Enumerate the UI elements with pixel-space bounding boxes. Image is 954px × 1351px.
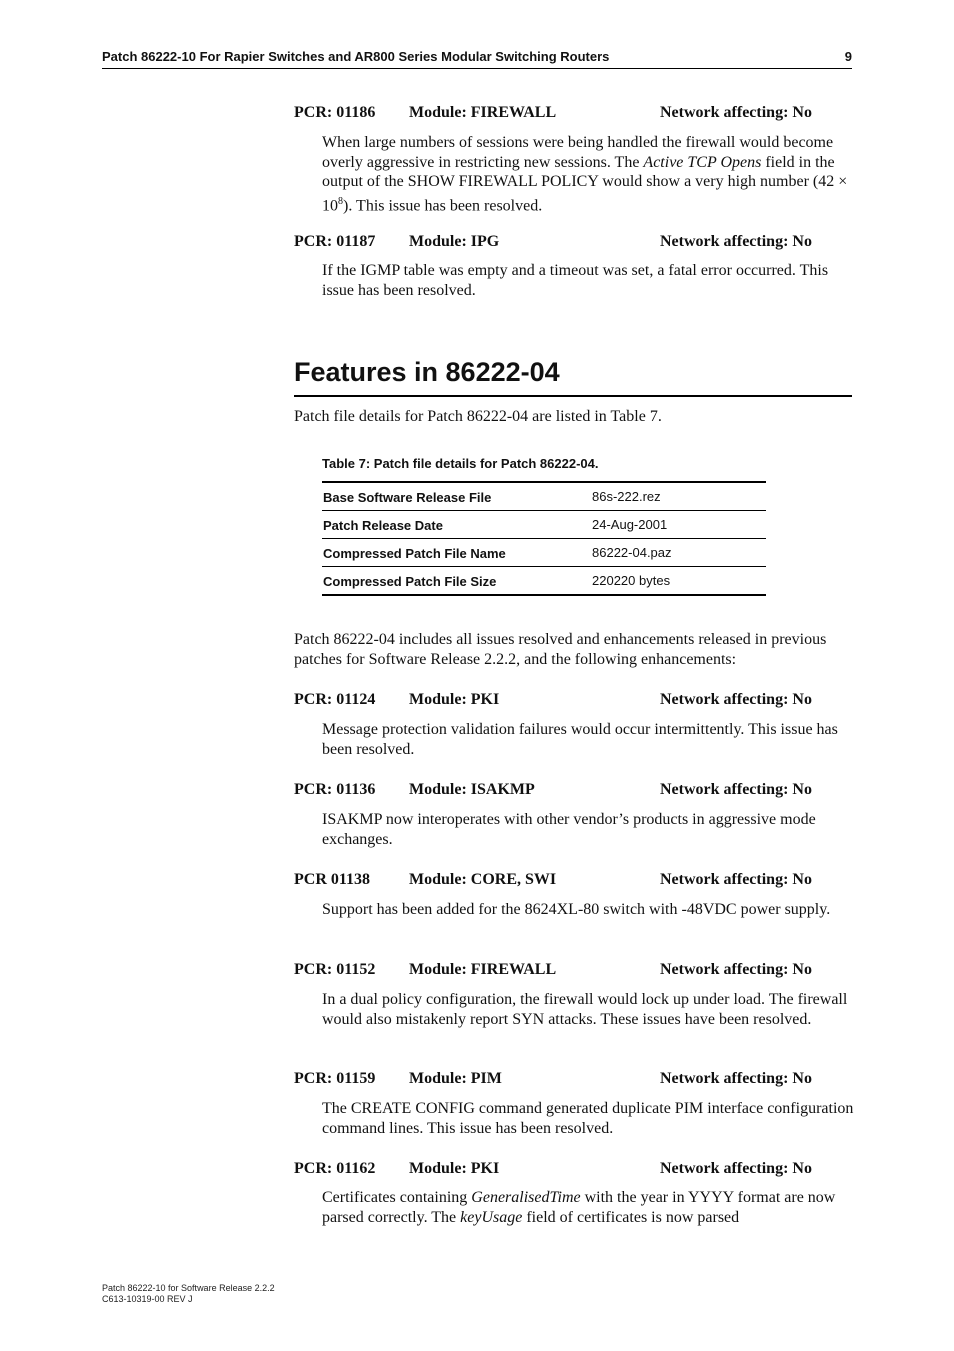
- table-value: 86s-222.rez: [592, 489, 661, 504]
- running-header: [102, 48, 852, 69]
- footer-line: C613-10319-00 REV J: [102, 1294, 193, 1304]
- pcr-heading: [294, 781, 854, 801]
- table-label: Compressed Patch File Size: [323, 574, 497, 589]
- desc-italic: Active TCP Opens: [643, 153, 762, 171]
- pcr-id: PCR 01138: [294, 871, 370, 888]
- pcr-heading: [294, 1070, 854, 1090]
- pcr-heading: [294, 104, 854, 124]
- table-row: [322, 567, 766, 596]
- desc-text: field in the output of the SHOW FIREWALL POLICY would show a very high number (42 × 10: [322, 153, 848, 214]
- pcr-network-affecting: Network affecting: No: [660, 1070, 812, 1087]
- section-title: Features in 86222-04: [294, 357, 560, 387]
- pcr-id: PCR: 01136: [294, 781, 376, 798]
- pcr-id: PCR: 01159: [294, 1070, 376, 1087]
- table-value: 24-Aug-2001: [592, 517, 668, 532]
- pcr-module: Module: PKI: [409, 1160, 500, 1177]
- pcr-module: Module: PIM: [409, 1070, 502, 1087]
- table-value: 220220 bytes: [592, 573, 671, 588]
- pcr-id: PCR: 01186: [294, 104, 376, 121]
- patch-details-table: [322, 481, 766, 596]
- pcr-network-affecting: Network affecting: No: [660, 691, 812, 708]
- table-label: Compressed Patch File Name: [323, 546, 506, 561]
- table-row: [322, 483, 766, 511]
- pcr-id: PCR: 01162: [294, 1160, 376, 1177]
- table-label: Base Software Release File: [323, 490, 492, 505]
- table-label: Patch Release Date: [323, 518, 443, 533]
- pcr-heading: [294, 691, 854, 711]
- table-row: [322, 539, 766, 567]
- desc-italic: keyUsage: [460, 1208, 523, 1226]
- page-number: 9: [844, 49, 852, 64]
- header-title: Patch 86222-10 For Rapier Switches and AR800 Series Modular Switching Routers: [102, 49, 610, 64]
- pcr-network-affecting: Network affecting: No: [660, 781, 812, 798]
- pcr-heading: [294, 1160, 854, 1180]
- pcr-id: PCR: 01187: [294, 233, 376, 250]
- pcr-description: The CREATE CONFIG command generated duplicate PIM interface configuration command lines. This issue has been resolved.: [322, 1100, 854, 1137]
- section-intro: Patch file details for Patch 86222-04 are listed in Table 7.: [294, 408, 662, 425]
- pcr-description: Message protection validation failures would occur intermittently. This issue has been resolved.: [322, 721, 838, 758]
- pcr-heading: [294, 871, 854, 891]
- table-row: [322, 511, 766, 539]
- pcr-heading: [294, 233, 854, 253]
- pcr-id: PCR: 01124: [294, 691, 376, 708]
- pcr-module: Module: FIREWALL: [409, 104, 557, 121]
- desc-superscript: 8: [338, 195, 343, 207]
- pcr-description: [322, 133, 854, 215]
- pcr-module: Module: PKI: [409, 691, 500, 708]
- desc-text: with the year in YYYY format are now parsed correctly. The: [322, 1189, 836, 1226]
- pcr-module: Module: CORE, SWI: [409, 871, 557, 888]
- section-heading: [294, 356, 852, 397]
- desc-text: ). This issue has been resolved.: [343, 196, 543, 214]
- table-value: 86222-04.paz: [592, 545, 672, 560]
- desc-text: field of certificates is now parsed: [522, 1208, 740, 1226]
- pcr-id: PCR: 01152: [294, 961, 376, 978]
- pcr-description: If the IGMP table was empty and a timeout was set, a fatal error occurred. This issue has been resolved.: [322, 262, 829, 299]
- pcr-module: Module: IPG: [409, 233, 500, 250]
- footer-line: Patch 86222-10 for Software Release 2.2.2: [102, 1283, 275, 1293]
- pcr-description: Support has been added for the 8624XL-80 switch with -48VDC power supply.: [322, 901, 831, 918]
- pcr-network-affecting: Network affecting: No: [660, 233, 812, 250]
- desc-text: Certificates containing: [322, 1189, 472, 1206]
- pcr-module: Module: ISAKMP: [409, 781, 535, 798]
- pcr-network-affecting: Network affecting: No: [660, 871, 812, 888]
- pcr-network-affecting: Network affecting: No: [660, 961, 812, 978]
- table-caption: Table 7: Patch file details for Patch 86222-04.: [322, 456, 599, 471]
- pcr-network-affecting: Network affecting: No: [660, 1160, 812, 1177]
- pcr-description: ISAKMP now interoperates with other vendor’s products in aggressive mode exchanges.: [322, 811, 816, 848]
- pcr-description: In a dual policy configuration, the firewall would lock up under load. The firewall would also mistakenly report SYN attacks. These issues have been resolved.: [322, 991, 848, 1028]
- desc-text: When large numbers of sessions were being handled the firewall would become overly aggressive in restricting new sessions. The: [322, 134, 834, 171]
- pcr-network-affecting: Network affecting: No: [660, 104, 812, 121]
- page-footer: [102, 1283, 275, 1305]
- section-summary: Patch 86222-04 includes all issues resolved and enhancements released in previous patches for Software Release 2.2.2, and the following enhancements:: [294, 631, 827, 668]
- pcr-heading: [294, 961, 854, 981]
- pcr-module: Module: FIREWALL: [409, 961, 557, 978]
- desc-italic: GeneralisedTime: [471, 1189, 581, 1206]
- pcr-description: [322, 1188, 854, 1227]
